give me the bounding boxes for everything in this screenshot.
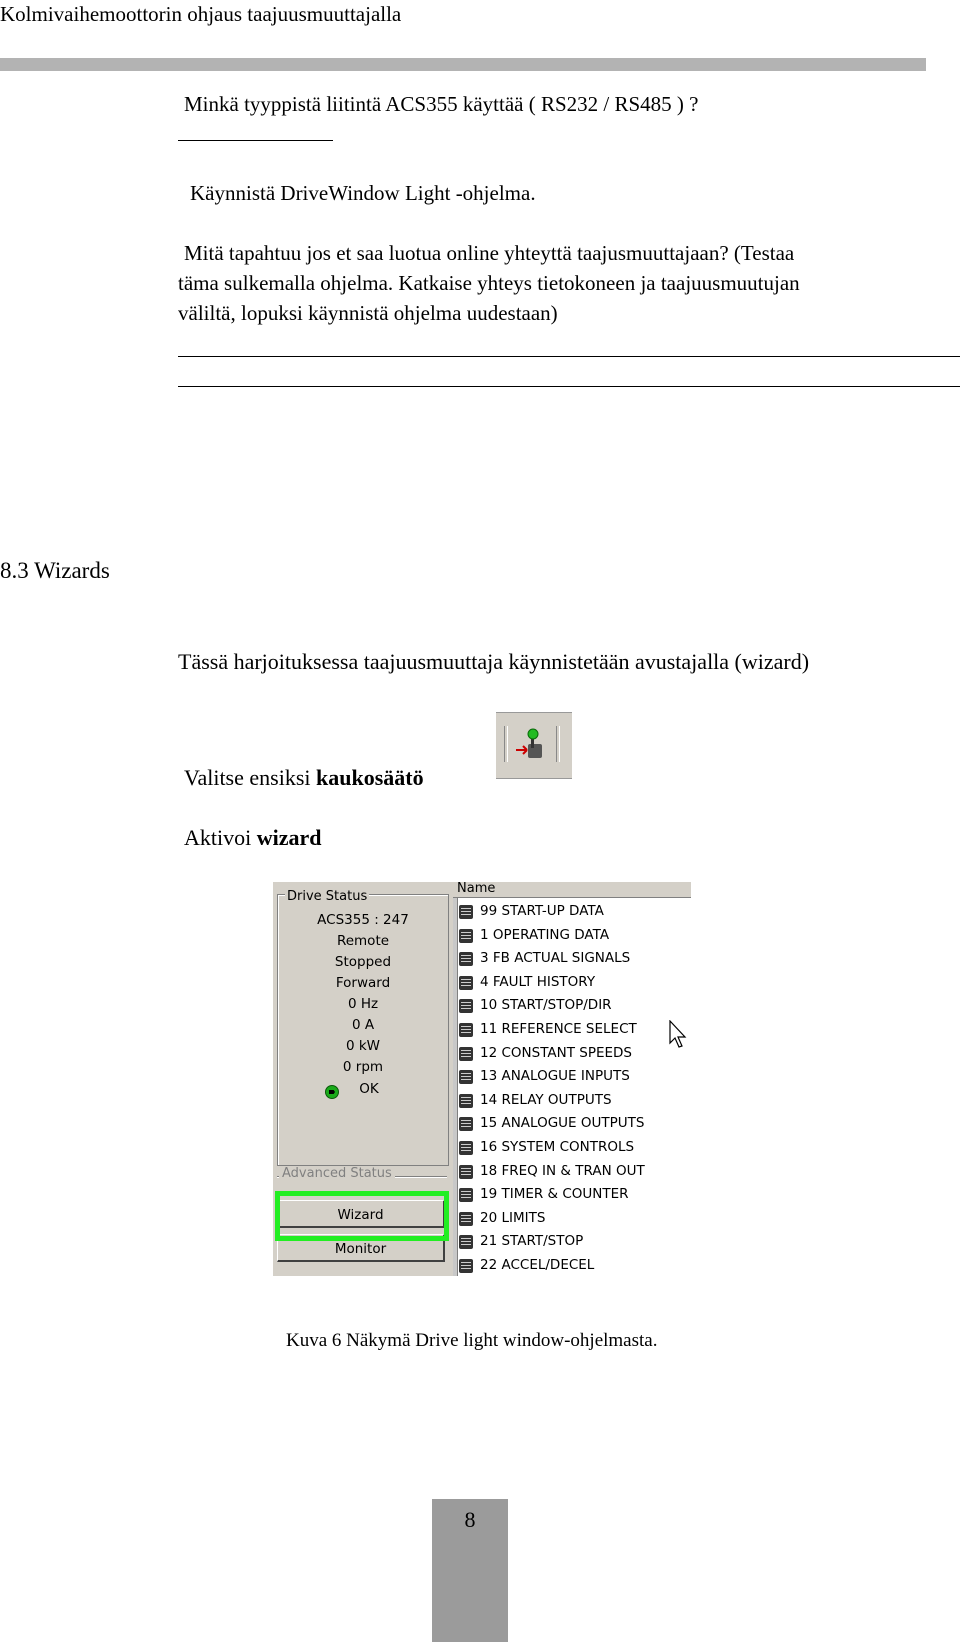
- mouse-cursor-icon: [669, 1020, 689, 1050]
- step-1-prefix: Valitse ensiksi: [184, 765, 316, 790]
- parameter-group-label: 10 START/STOP/DIR: [480, 997, 612, 1014]
- parameter-group-label: 15 ANALOGUE OUTPUTS: [480, 1115, 645, 1132]
- question-3-line-2: täma sulkemalla ohjelma. Katkaise yhteys tietokoneen ja taajuusmuutujan: [178, 271, 800, 295]
- page-number-box: [432, 1499, 508, 1642]
- parameter-group-row[interactable]: [459, 1137, 689, 1160]
- parameter-group-label: 22 ACCEL/DECEL: [480, 1257, 595, 1273]
- parameter-group-icon: [459, 905, 473, 919]
- parameter-group-label: 19 TIMER & COUNTER: [480, 1186, 629, 1203]
- parameter-group-icon: [459, 976, 473, 990]
- parameter-group-row[interactable]: [459, 901, 689, 924]
- drive-status-label: Drive Status: [287, 889, 368, 904]
- status-power: 0 kW: [345, 1038, 381, 1054]
- parameter-group-label: 12 CONSTANT SPEEDS: [480, 1044, 632, 1061]
- parameter-group-icon: [459, 1188, 473, 1202]
- parameter-group-label: 16 SYSTEM CONTROLS: [480, 1139, 635, 1155]
- status-drive-id: ACS355 : 247: [317, 912, 409, 928]
- parameter-group-row[interactable]: [459, 1066, 689, 1089]
- parameter-group-row[interactable]: [459, 948, 689, 971]
- monitor-button[interactable]: Monitor: [277, 1234, 445, 1262]
- running-header-title: Kolmivaihemoottorin ohjaus taajuusmuuttajalla: [0, 2, 402, 26]
- parameter-group-icon: [459, 1070, 473, 1084]
- parameter-group-label: 21 START/STOP: [480, 1233, 584, 1250]
- section-heading: 8.3 Wizards: [0, 558, 110, 583]
- wizard-button[interactable]: Wizard: [277, 1200, 445, 1228]
- wizard-highlight-box: [275, 1191, 449, 1241]
- parameter-group-label: 13 ANALOGUE INPUTS: [480, 1068, 630, 1085]
- parameter-group-row[interactable]: [459, 1255, 689, 1276]
- parameter-group-icon: [459, 1117, 473, 1131]
- remote-control-icon[interactable]: [514, 728, 550, 762]
- remote-control-toolbar: [496, 704, 572, 786]
- parameter-group-row[interactable]: [459, 972, 689, 995]
- step-2-text: [184, 822, 322, 853]
- drive-status-panel: [273, 882, 453, 1276]
- parameter-group-icon: [459, 1141, 473, 1155]
- parameter-group-icon: [459, 952, 473, 966]
- toolbar-separator: [556, 726, 560, 762]
- parameter-group-label: 18 FREQ IN & TRAN OUT: [480, 1162, 645, 1179]
- parameter-group-row[interactable]: [459, 1019, 689, 1042]
- toolbar-bottom-strip: [496, 778, 572, 787]
- page-number: 8: [464, 1507, 476, 1532]
- parameter-group-label: 20 LIMITS: [480, 1209, 546, 1226]
- drivewindow-screenshot: [273, 882, 691, 1276]
- toolbar-separator: [504, 726, 508, 762]
- list-left-border: [453, 882, 458, 1276]
- question-2: Käynnistä DriveWindow Light -ohjelma.: [190, 181, 536, 205]
- parameter-group-label: 1 OPERATING DATA: [480, 926, 610, 943]
- parameter-group-row[interactable]: [459, 995, 689, 1018]
- parameter-group-icon: [459, 999, 473, 1013]
- parameter-group-row[interactable]: [459, 1043, 689, 1066]
- parameter-group-row[interactable]: [459, 1184, 689, 1207]
- parameter-group-icon: [459, 1212, 473, 1226]
- parameter-group-icon: [459, 1165, 473, 1179]
- parameter-group-label: 3 FB ACTUAL SIGNALS: [480, 950, 631, 967]
- parameter-group-icon: [459, 1094, 473, 1108]
- status-run-state: Stopped: [334, 954, 392, 970]
- parameter-group-label: 4 FAULT HISTORY: [480, 973, 596, 990]
- answer-blank-1: [178, 140, 333, 141]
- step-1-bold: kaukosäätö: [316, 765, 424, 790]
- parameter-group-row[interactable]: [459, 1208, 689, 1231]
- toolbar-top-strip: [496, 704, 572, 713]
- section-intro: Tässä harjoituksessa taajuusmuuttaja käynnistetään avustajalla (wizard): [178, 649, 810, 674]
- question-1: Minkä tyyppistä liitintä ACS355 käyttää ( RS232 / RS485 ) ?: [184, 92, 699, 116]
- parameter-group-row[interactable]: [459, 1090, 689, 1113]
- figure-caption: Kuva 6 Näkymä Drive light window-ohjelmasta.: [286, 1330, 658, 1351]
- step-2-bold: wizard: [256, 825, 322, 850]
- parameter-group-label: 14 RELAY OUTPUTS: [480, 1091, 612, 1108]
- answer-blank-3: [178, 386, 960, 387]
- status-control-location: Remote: [336, 933, 390, 949]
- parameter-group-icon: [459, 1259, 473, 1273]
- status-current: 0 A: [351, 1017, 375, 1033]
- parameter-group-row[interactable]: [459, 1231, 689, 1254]
- parameter-group-list: [453, 882, 691, 1276]
- list-column-header[interactable]: Name: [453, 882, 691, 898]
- question-3-line-3: väliltä, lopuksi käynnistä ohjelma uudestaan): [178, 301, 558, 325]
- parameter-group-row[interactable]: [459, 925, 689, 948]
- step-1-text: [184, 762, 424, 793]
- step-2-prefix: Aktivoi: [184, 825, 257, 850]
- advanced-status-label: Advanced Status: [279, 1166, 395, 1181]
- parameter-group-icon: [459, 1235, 473, 1249]
- parameter-group-row[interactable]: [459, 1161, 689, 1184]
- parameter-group-icon: [459, 1023, 473, 1037]
- question-3-line-1: Mitä tapahtuu jos et saa luotua online yhteyttä taajusmuuttajaan? (Testaa: [184, 241, 795, 265]
- parameter-group-label: 11 REFERENCE SELECT: [480, 1021, 637, 1037]
- parameter-group-icon: [459, 929, 473, 943]
- answer-blank-2: [178, 356, 960, 357]
- status-speed: 0 rpm: [342, 1059, 384, 1075]
- status-fault: OK: [359, 1081, 379, 1097]
- status-frequency: 0 Hz: [347, 996, 379, 1012]
- status-direction: Forward: [335, 975, 391, 991]
- header-rule: [0, 58, 926, 71]
- parameter-group-icon: [459, 1047, 473, 1061]
- parameter-group-label: 99 START-UP DATA: [480, 903, 604, 919]
- parameter-group-row[interactable]: [459, 1113, 689, 1136]
